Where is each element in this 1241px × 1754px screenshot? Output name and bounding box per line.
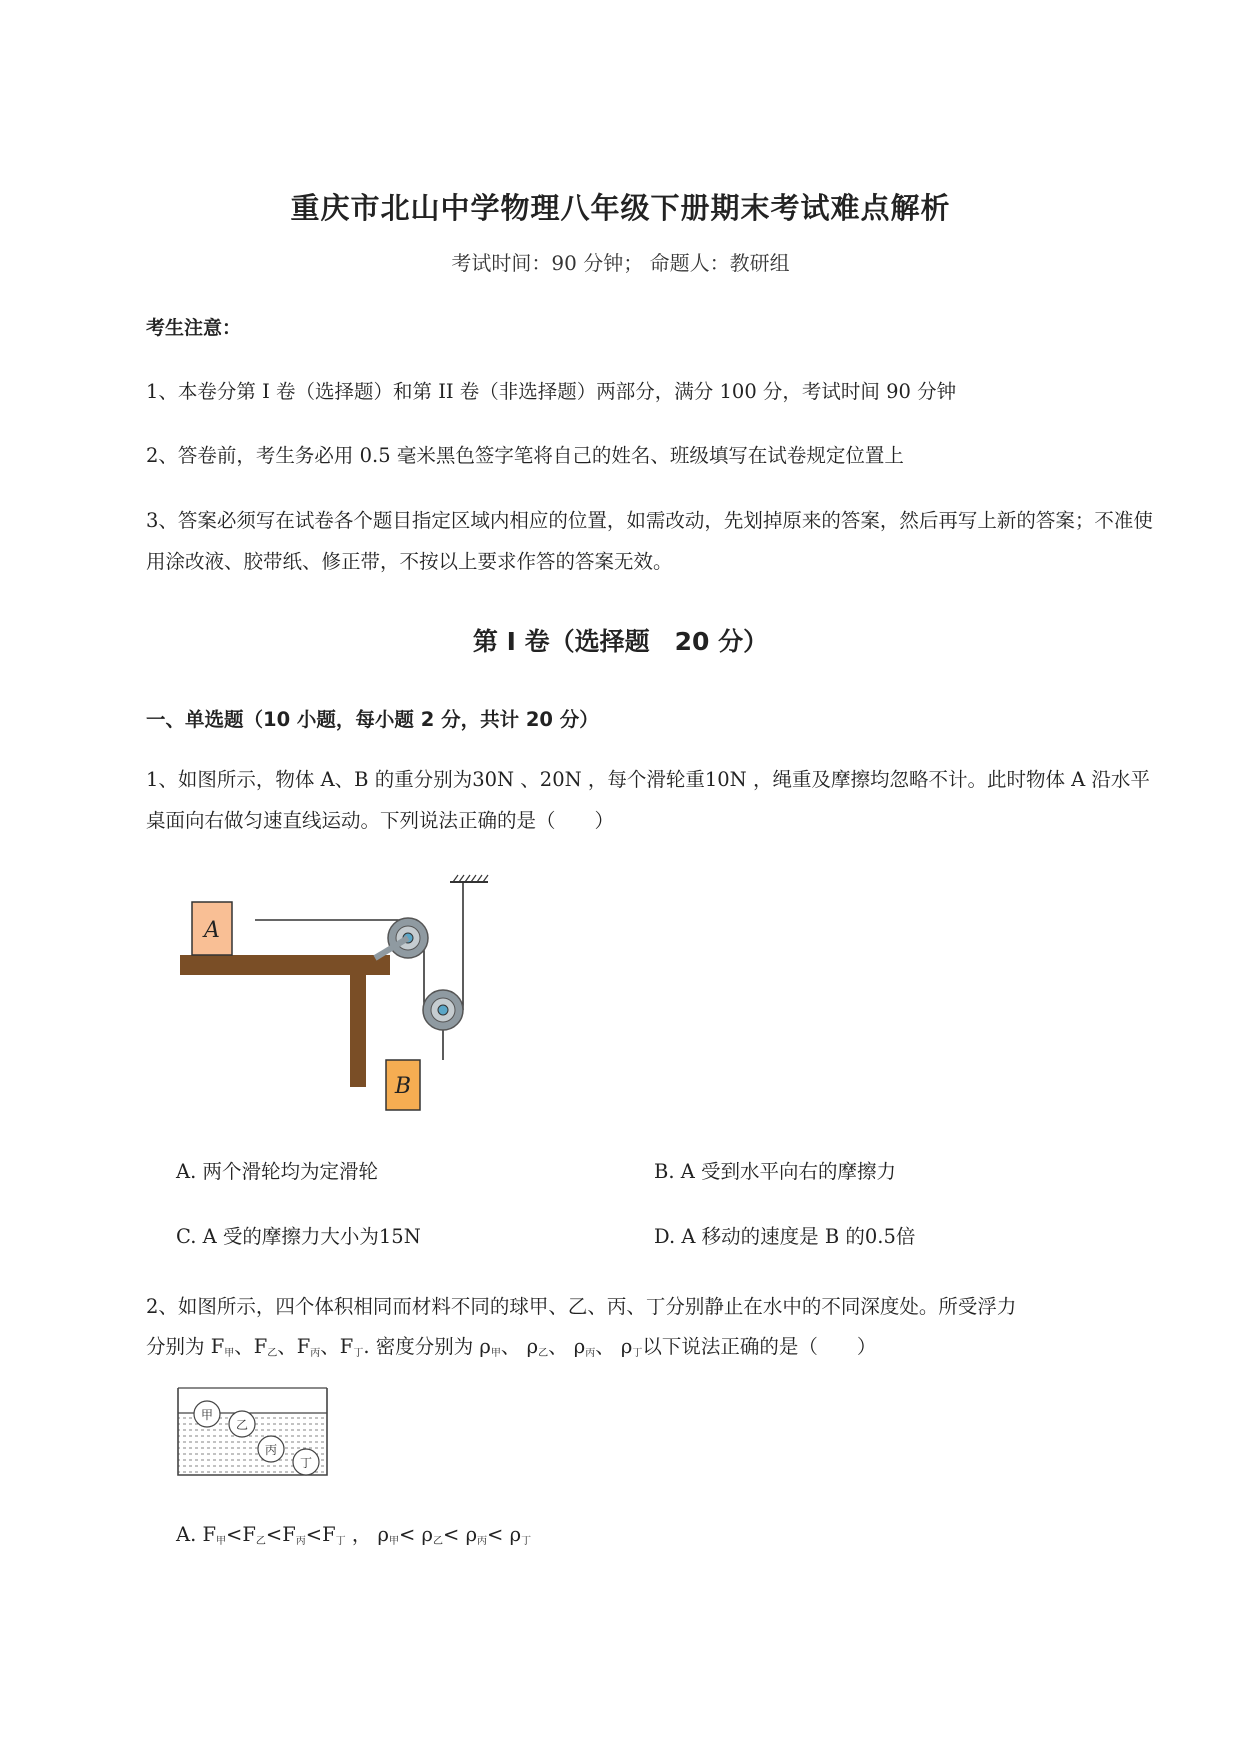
table-top [180, 955, 390, 975]
svg-text:甲: 甲 [200, 1408, 214, 1422]
block-a-label: A [204, 918, 220, 943]
notice-heading: 考生注意： [146, 317, 242, 339]
svg-text:丁: 丁 [299, 1456, 313, 1470]
notice-item-3: 3、答案必须写在试卷各个题目指定区域内相应的位置，如需改动，先划掉原来的答案，然后再写上新的答案；不准使用涂改液、胶带纸、修正带，不按以上要求作答的答案无效。 [146, 509, 1153, 573]
exam-info: 考试时间：90 分钟； 命题人：教研组 [451, 251, 790, 275]
section-subtitle: 一、单选题（10 小题，每小题 2 分，共计 20 分） [146, 708, 599, 731]
table-leg [350, 975, 366, 1087]
section-title: 第 I 卷（选择题 20 分） [472, 627, 769, 656]
q1-option-b[interactable]: B. A 受到水平向右的摩擦力 [654, 1160, 897, 1183]
notice-item-1: 1、本卷分第 I 卷（选择题）和第 II 卷（非选择题）两部分，满分 100 分，考试时间 90 分钟 [146, 380, 957, 403]
question-2-line-2: 分别为 $F_甲$、$F_乙$、$F_丙$、$F_丁$. 密度分别为 $\rho_甲$、 $\rho_乙$、 $\rho_丙$、 $\rho_丁$以下说法正确的是（ ） [146, 1335, 877, 1359]
block-b-label: B [394, 1074, 412, 1099]
q1-option-c[interactable]: C. A 受的摩擦力大小为15N [176, 1225, 421, 1248]
q1-option-d[interactable]: D. A 移动的速度是 B 的0.5倍 [654, 1225, 916, 1248]
question-1-text: 1、如图所示，物体 A、B 的重分别为30N 、20N ，每个滑轮重10N ，绳重及摩擦均忽略不计。此时物体 A 沿水平桌面向右做匀速直线运动。下列说法正确的是（ ） [146, 768, 1150, 832]
page-title: 重庆市北山中学物理八年级下册期末考试难点解析 [290, 191, 951, 225]
svg-text:丙: 丙 [264, 1443, 278, 1457]
q1-option-a[interactable]: A. 两个滑轮均为定滑轮 [176, 1160, 378, 1183]
question-2-line-1: 2、如图所示，四个体积相同而材料不同的球甲、乙、丙、丁分别静止在水中的不同深度处。所受浮力 [146, 1295, 1017, 1318]
water-tank-diagram [176, 1385, 331, 1480]
notice-item-2: 2、答卷前，考生务必用 0.5 毫米黑色签字笔将自己的姓名、班级填写在试卷规定位置上 [146, 444, 904, 467]
svg-text:乙: 乙 [235, 1418, 249, 1432]
q2-option-a[interactable]: A. $F_甲<F_乙<F_丙<F_丁$ ， $\rho_甲< \rho_乙< \rho_丙< \rho_丁$ [176, 1523, 532, 1547]
pulley-diagram [170, 870, 500, 1115]
